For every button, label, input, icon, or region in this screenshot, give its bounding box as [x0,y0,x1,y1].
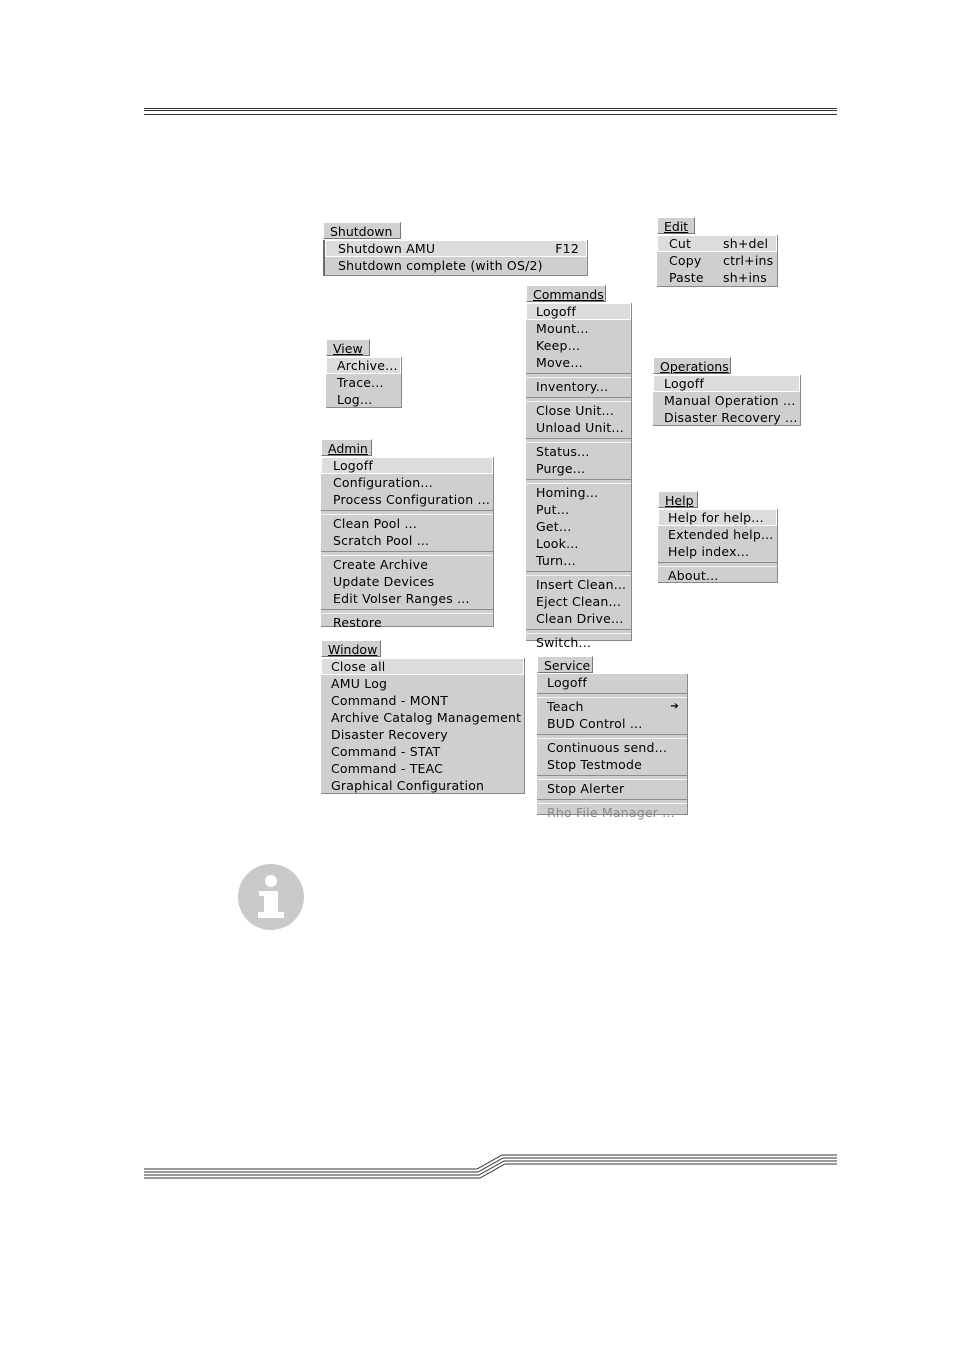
menu-item-eject-clean[interactable]: Eject Clean... [536,594,622,609]
commands-menu [526,285,632,650]
menu-item-clean-pool[interactable]: Clean Pool ... [333,516,418,531]
menu-item-bud-control[interactable]: BUD Control ... [547,716,643,731]
menu-item-get[interactable]: Get... [536,519,572,534]
view-menu [326,339,402,408]
operations-menu-title[interactable]: Operations [653,357,731,374]
footer-rule [144,1150,837,1180]
edit-menu-title[interactable]: Edit [657,217,695,234]
menu-item-switch[interactable]: Switch... [536,635,592,650]
menu-item-disaster-recovery[interactable]: Disaster Recovery [331,727,448,742]
admin-menu-title[interactable]: Admin [321,439,372,456]
menu-item-command-mont[interactable]: Command - MONT [331,693,449,708]
admin-menu [321,439,494,630]
info-icon [238,864,304,930]
edit-menu [657,217,778,287]
menu-item-shutdown-complete[interactable]: Shutdown complete (with OS/2) [338,258,543,273]
menu-item-trace[interactable]: Trace... [337,375,384,390]
menu-item-close-all[interactable]: Close all [321,658,524,675]
shutdown-menu-title[interactable]: Shutdown [323,222,401,239]
commands-menu-title[interactable]: Commands [526,285,606,302]
menu-item-shutdown-amu[interactable]: Shutdown AMU F12 [325,240,587,257]
menu-item-stop-alerter[interactable]: Stop Alerter [547,781,625,796]
menu-item-continuous-send[interactable]: Continuous send... [547,740,668,755]
menu-item-close-unit[interactable]: Close Unit... [536,403,614,418]
menu-item-put[interactable]: Put... [536,502,570,517]
menu-item-inventory[interactable]: Inventory... [536,379,609,394]
menu-item-mount[interactable]: Mount... [536,321,589,336]
help-menu-title[interactable]: Help [658,491,698,508]
header-rule [144,108,837,115]
menu-item-status[interactable]: Status... [536,444,590,459]
menu-item-cut[interactable]: Cut sh+del [657,235,777,252]
service-menu [537,656,688,820]
menu-item-look[interactable]: Look... [536,536,579,551]
menu-item-logoff[interactable]: Logoff [321,457,493,474]
menu-item-clean-drive[interactable]: Clean Drive... [536,611,624,626]
menu-item-archive-catalog-management[interactable]: Archive Catalog Management [331,710,522,725]
menu-item-log[interactable]: Log... [337,392,373,407]
shutdown-menu [323,222,588,276]
menu-item-amu-log[interactable]: AMU Log [331,676,388,691]
menu-item-create-archive[interactable]: Create Archive [333,557,429,572]
menu-item-move[interactable]: Move... [536,355,583,370]
menu-item-keep[interactable]: Keep... [536,338,581,353]
menu-item-rho-file-manager: Rho File Manager ... [547,805,675,820]
menu-item-extended-help[interactable]: Extended help... [668,527,774,542]
view-menu-title[interactable]: View [326,339,370,356]
menu-item-graphical-configuration[interactable]: Graphical Configuration [331,778,485,793]
menu-item-restore[interactable]: Restore [333,615,382,630]
menu-item-edit-volser-ranges[interactable]: Edit Volser Ranges ... [333,591,470,606]
help-menu [658,491,778,583]
menu-item-purge[interactable]: Purge... [536,461,586,476]
service-menu-title[interactable]: Service [537,656,593,673]
menu-item-scratch-pool[interactable]: Scratch Pool ... [333,533,430,548]
menu-item-logoff[interactable]: Logoff [547,675,587,690]
window-menu-title[interactable]: Window [321,640,381,657]
operations-menu [653,357,801,426]
menu-item-logoff[interactable]: Logoff [653,375,800,392]
menu-item-help-for-help[interactable]: Help for help... [658,509,777,526]
submenu-arrow-icon: ➔ [670,701,679,712]
menu-item-logoff[interactable]: Logoff [526,303,631,320]
menu-item-disaster-recovery[interactable]: Disaster Recovery ... [664,410,798,425]
menu-item-help-index[interactable]: Help index... [668,544,750,559]
menu-item-update-devices[interactable]: Update Devices [333,574,435,589]
menu-item-command-stat[interactable]: Command - STAT [331,744,441,759]
menu-item-about[interactable]: About... [668,568,719,583]
menu-item-manual-operation[interactable]: Manual Operation ... [664,393,796,408]
menu-item-unload-unit[interactable]: Unload Unit... [536,420,624,435]
menu-item-homing[interactable]: Homing... [536,485,599,500]
menu-item-copy[interactable]: Copy ctrl+ins [669,253,774,268]
window-menu [321,640,525,794]
menu-item-teach[interactable]: Teach ➔ [547,699,679,714]
menu-item-insert-clean[interactable]: Insert Clean... [536,577,627,592]
menu-item-archive[interactable]: Archive... [326,357,401,374]
menu-item-paste[interactable]: Paste sh+ins [669,270,768,285]
menu-item-command-teac[interactable]: Command - TEAC [331,761,444,776]
menu-item-process-configuration[interactable]: Process Configuration ... [333,492,491,507]
menu-item-stop-testmode[interactable]: Stop Testmode [547,757,643,772]
menu-item-configuration[interactable]: Configuration... [333,475,433,490]
menu-item-turn[interactable]: Turn... [536,553,576,568]
